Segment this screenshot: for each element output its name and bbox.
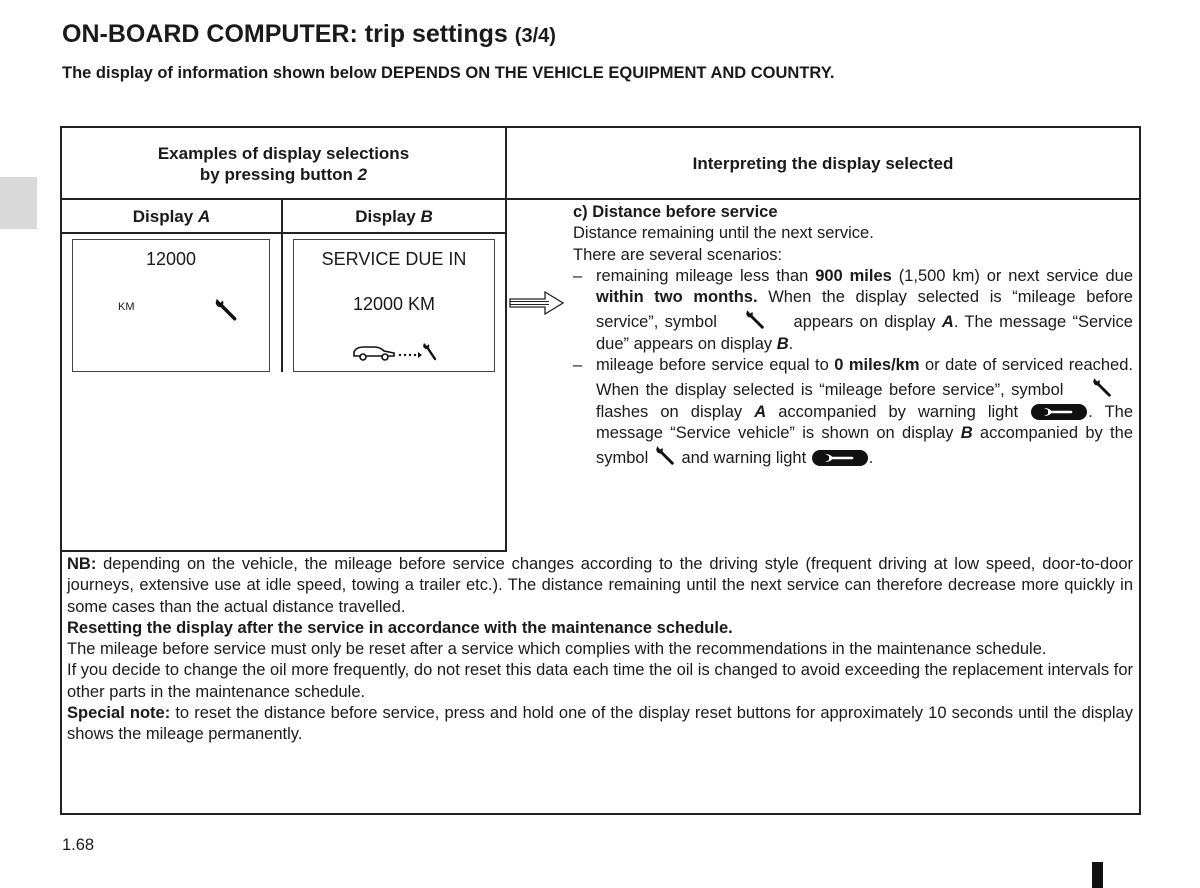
scenario-1: – remaining mileage less than 900 miles (1,500 km) or next service due within two months. When the display selected is “mileage before service”, symbol appears on display A. The message “Service due” appears on display B.: [573, 266, 1133, 353]
display-b-label: Display B: [355, 207, 433, 226]
nb-paragraph: NB: depending on the vehicle, the mileage before service changes according to the driving style (frequent driving at low speed, door-to-door journeys, extensive use at idle speed, towing a trailer etc.). The distance remaining until the next service can therefore decrease more quickly in some cases than the actual distance travelled.: [67, 555, 1133, 616]
intro-line-2: There are several scenarios:: [573, 245, 783, 264]
intro-line-1: Distance remaining until the next service.: [573, 224, 874, 243]
column-divider: [505, 127, 507, 552]
wrench-icon: [213, 296, 239, 322]
reset-paragraph-2: If you decide to change the oil more frequently, do not reset this data each time the oil is changed to avoid exceeding the replacement intervals for other parts in the maintenance schedule.: [67, 661, 1133, 701]
display-a-value: 12000: [146, 249, 197, 269]
interpretation-text: [573, 202, 1133, 470]
reset-heading: Resetting the display after the service in accordance with the maintenance schedule.: [67, 618, 733, 637]
header-left-line1: Examples of display selections: [157, 144, 410, 163]
header-left-line2: by pressing button 2: [199, 165, 368, 184]
page-number: 1.68: [62, 836, 95, 854]
display-label-divider: [61, 232, 507, 234]
display-a-unit: KM: [118, 301, 135, 313]
page-edge-marker: [1092, 862, 1103, 888]
scenario-2: – mileage before service equal to 0 miles/km or date of serviced reached. When the display selected is “mileage before service”, symbol flashes on display A accompanied by warning light . The message “Service vehicle” is shown on display B accompanied by the symbol and warning light .: [573, 356, 1134, 468]
service-warning-light-icon: [1030, 403, 1088, 421]
page-subtitle: The display of information shown below DEPENDS ON THE VEHICLE EQUIPMENT AND COUNTRY.: [62, 64, 835, 82]
arrow-icon: [507, 288, 567, 318]
title-text: ON-BOARD COMPUTER: trip settings: [62, 20, 508, 48]
special-note: Special note: to reset the distance before service, press and hold one of the display reset buttons for approximately 10 seconds until the display shows the mileage permanently.: [67, 704, 1133, 744]
header-divider: [61, 198, 1140, 200]
header-right: Interpreting the display selected: [692, 154, 954, 173]
wrench-icon: [1089, 376, 1115, 398]
notes-section: [67, 554, 1133, 746]
header-left: [62, 143, 505, 185]
display-b-screen: [293, 239, 495, 372]
page-title: [62, 20, 556, 49]
wrench-icon: [653, 444, 677, 466]
car-to-wrench-icon: [352, 341, 438, 363]
wrench-icon: [742, 308, 768, 330]
display-b-line1: SERVICE DUE IN: [321, 249, 467, 269]
notes-divider: [61, 550, 507, 552]
reset-paragraph-1: The mileage before service must only be reset after a service which complies with the recommendations in the maintenance schedule.: [67, 640, 1047, 659]
service-warning-light-icon: [811, 449, 869, 467]
title-part: (3/4): [514, 25, 556, 47]
section-heading: c) Distance before service: [573, 203, 778, 221]
display-b-line2: 12000 KM: [352, 294, 436, 314]
section-tab-marker: [0, 177, 37, 229]
button-number: 2: [357, 165, 368, 184]
display-a-screen: [72, 239, 270, 372]
display-a-label: Display A: [132, 207, 211, 226]
